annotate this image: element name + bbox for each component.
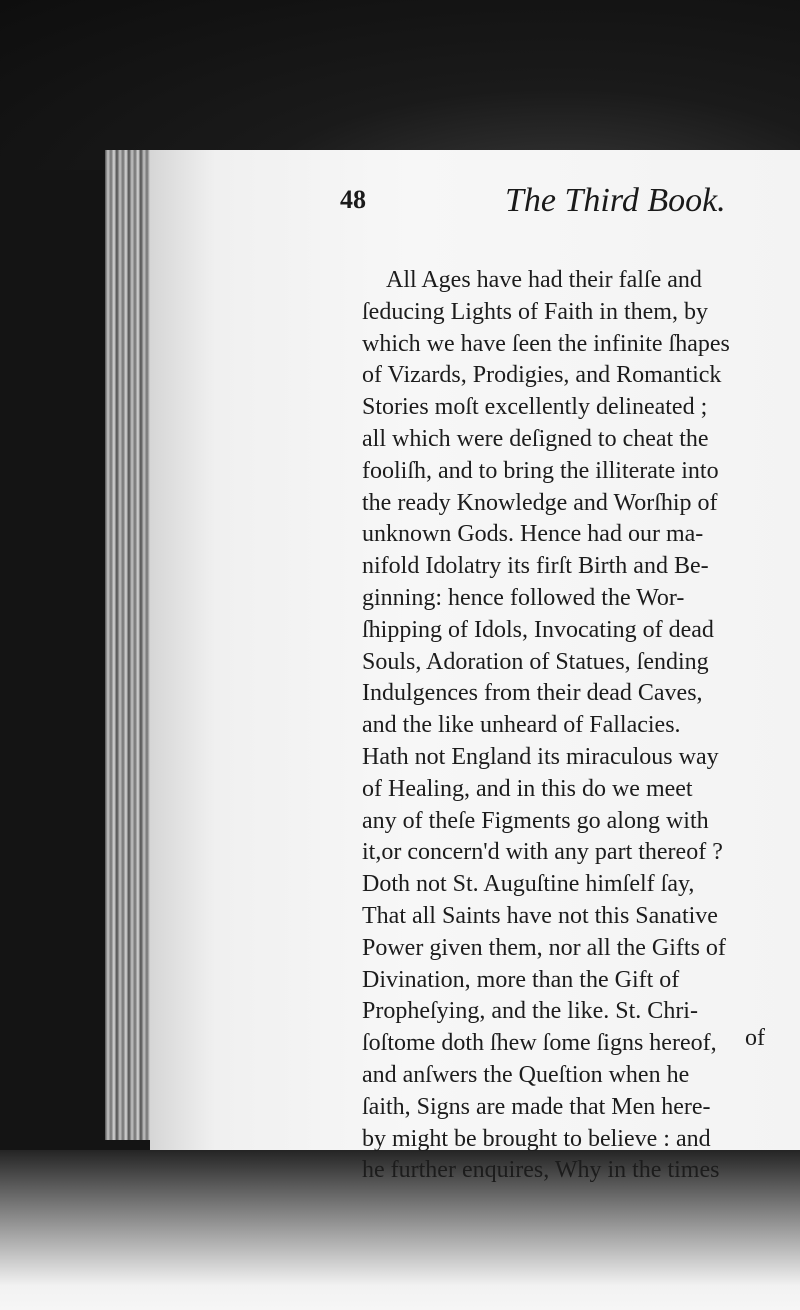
text-line: of Healing, and in this do we meet xyxy=(362,775,693,802)
text-line: all which were deſigned to cheat the xyxy=(362,425,709,452)
text-line: fooliſh, and to bring the illiterate into xyxy=(362,457,719,484)
text-line: any of theſe Figments go along with xyxy=(362,807,709,834)
text-line: Propheſying, and the like. St. Chri- xyxy=(362,998,698,1025)
text-line: ſeducing Lights of Faith in them, by xyxy=(362,298,708,325)
text-line: nifold Idolatry its firſt Birth and Be- xyxy=(362,553,709,580)
text-line: and the like unheard of Fallacies. xyxy=(362,712,681,739)
text-line: Power given them, nor all the Gifts of xyxy=(362,934,726,961)
text-line: ginning: hence followed the Wor- xyxy=(362,584,685,611)
text-line: which we have ſeen the infinite ſhapes xyxy=(362,330,730,357)
text-line: he further enquires, Why in the times xyxy=(362,1157,720,1184)
text-line: it,or concern'd with any part thereof ? xyxy=(362,839,723,866)
text-line: ſoſtome doth ſhew ſome ſigns hereof, xyxy=(362,1030,717,1057)
text-line: Stories moſt excellently delineated ; xyxy=(362,394,708,421)
text-line: and anſwers the Queſtion when he xyxy=(362,1061,690,1088)
page-number: 48 xyxy=(340,185,366,214)
text-line: by might be brought to believe : and xyxy=(362,1125,711,1152)
background-top xyxy=(0,0,800,170)
running-head: The Third Book. xyxy=(505,182,726,219)
text-line: the ready Knowledge and Worſhip of xyxy=(362,489,718,516)
text-line: unknown Gods. Hence had our ma- xyxy=(362,521,704,548)
text-line: Souls, Adoration of Statues, ſending xyxy=(362,648,709,675)
text-line: ſaith, Signs are made that Men here- xyxy=(362,1093,711,1120)
text-line: That all Saints have not this Sanative xyxy=(362,902,718,929)
text-line: Indulgences from their dead Caves, xyxy=(362,680,703,707)
text-line: Divination, more than the Gift of xyxy=(362,966,680,993)
text-line: of Vizards, Prodigies, and Romantick xyxy=(362,362,722,389)
text-line: ſhipping of Idols, Invocating of dead xyxy=(362,616,714,643)
catchword: of xyxy=(745,1025,765,1051)
text-line: All Ages have had their falſe and xyxy=(386,267,702,293)
body-text xyxy=(362,265,788,1187)
text-line: Hath not England its miraculous way xyxy=(362,743,719,770)
text-line: Doth not St. Auguſtine himſelf ſay, xyxy=(362,871,695,898)
